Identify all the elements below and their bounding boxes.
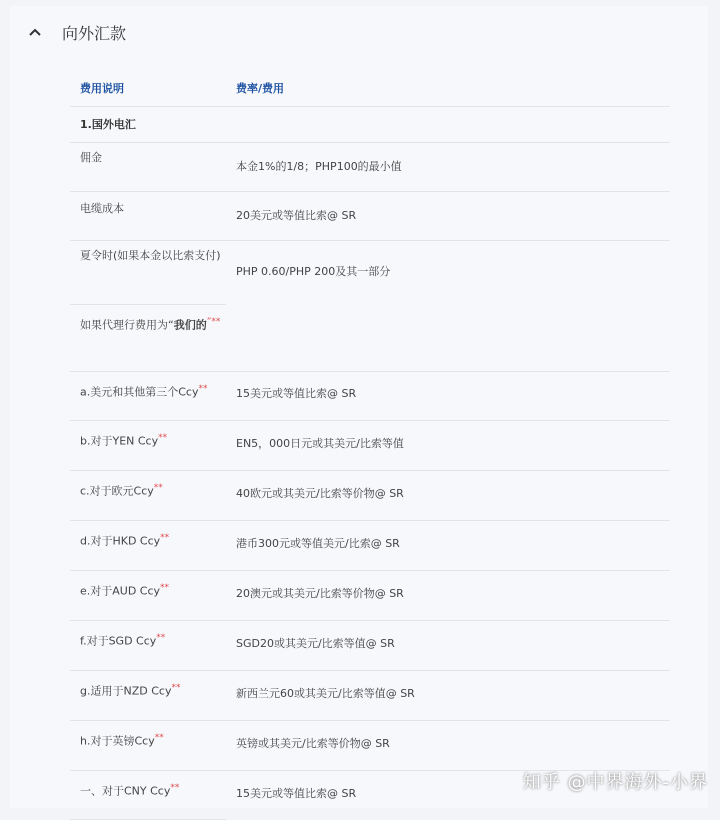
table-row [70,241,670,372]
remittance-panel [10,6,708,808]
table-row [70,571,670,621]
asterisk-mark: ** [198,384,208,394]
row-description-text: 一、对于CNY Ccy [80,784,171,798]
table-row [70,143,670,192]
row-description-text: e.对于AUD Ccy [80,584,161,598]
row-fee: EN5，000日元或其美元/比索等值 [236,437,404,450]
row-fee: 20澳元或其美元/比索等价物@ SR [236,587,404,600]
row-fee [226,107,670,142]
row-description-text: f.对于SGD Ccy [80,634,157,648]
desc-bold: 我们的 [173,318,207,332]
asterisk-mark: ** [171,683,181,693]
row-fee: 40欧元或其美元/比索等价物@ SR [236,487,404,500]
row-fee: 15美元或等值比索@ SR [236,787,357,800]
row-fee: 新西兰元60或其美元/比索等值@ SR [236,687,415,700]
row-description [70,372,226,420]
table-row [70,372,670,421]
row-description [70,571,226,620]
asterisk-mark: ** [154,733,164,743]
table-header [70,70,670,107]
asterisk-mark: ** [160,533,170,543]
row-description-text: d.对于HKD Ccy [80,534,161,548]
row-description-text: a.美元和其他第三个Ccy [80,385,199,399]
table-row [70,521,670,571]
table-row [70,471,670,521]
table-row [70,721,670,771]
table-row [70,671,670,721]
desc-prefix: 如果代理行费用为“ [80,318,174,332]
table-row [70,421,670,471]
row-description [70,471,226,520]
asterisk-mark: ** [158,433,168,443]
row-fee: 港币300元或等值美元/比索@ SR [236,537,400,550]
row-fee: 本金1%的1/8；PHP100的最小值 [236,160,402,173]
section-title: 向外汇款 [62,23,127,43]
row-description: 电缆成本 [80,202,124,215]
row-description [70,521,226,570]
header-rate: 费率/费用 [236,82,285,95]
row-description [70,671,226,720]
asterisk-mark: ** [153,483,163,493]
watermark-text: 知乎 @中界海外-小界 [522,772,708,793]
row-description-text: h.对于英镑Ccy [80,734,155,748]
row-description-text: c.对于欧元Ccy [80,484,154,498]
asterisk-mark: ** [160,583,170,593]
split-description [70,241,226,371]
row-description: 夏令时(如果本金以比索支付) [70,241,226,305]
table-row [70,192,670,241]
asterisk-mark: ** [211,317,221,327]
row-fee: 20美元或等值比索@ SR [236,209,357,222]
row-description [70,771,226,820]
row-description: 佣金 [80,151,102,164]
section-header[interactable] [28,18,126,46]
row-fee: 15美元或等值比索@ SR [236,387,357,400]
row-description-correspondent [70,305,226,335]
row-description [70,421,226,470]
table-row [70,107,670,143]
row-description [70,621,226,670]
row-description-text: g.适用于NZD Ccy [80,684,172,698]
chevron-up-icon[interactable] [28,25,42,39]
row-fee: SGD20或其美元/比索等值@ SR [236,637,395,650]
row-description: 1.国外电汇 [80,118,136,131]
header-description: 费用说明 [80,82,124,95]
row-fee: PHP 0.60/PHP 200及其一部分 [236,265,391,278]
desc-suffix: ” [206,317,212,327]
row-description-text: b.对于YEN Ccy [80,434,159,448]
fee-table [70,70,670,820]
row-fee: 英镑或其美元/比索等价物@ SR [236,737,390,750]
asterisk-mark: ** [170,783,180,793]
table-row [70,621,670,671]
asterisk-mark: ** [156,633,166,643]
row-description [70,721,226,770]
